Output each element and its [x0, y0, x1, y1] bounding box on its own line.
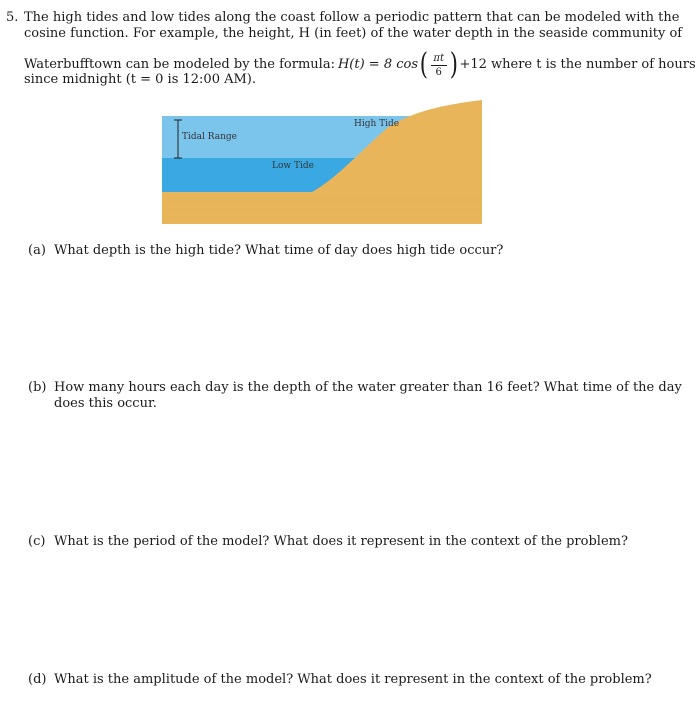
formula-numerator: πt — [433, 52, 445, 64]
low-tide-label: Low Tide — [272, 161, 314, 171]
high-tide-label: High Tide — [354, 119, 400, 129]
formula — [337, 47, 696, 82]
formula-fraction — [431, 53, 447, 78]
problem-number: 5. — [6, 10, 19, 25]
formula-left-paren: ( — [419, 47, 428, 82]
question-c — [28, 534, 628, 550]
question-b — [28, 380, 682, 396]
formula-lhs: H(t) = 8 cos — [337, 57, 418, 72]
question-b-continued: does this occur. — [54, 396, 157, 411]
question-a — [28, 243, 503, 259]
tide-figure — [162, 100, 482, 224]
problem-line-2: cosine function. For example, the height, H (in feet) of the water depth in the seaside community of — [24, 26, 683, 41]
question-b-label: (b) — [28, 380, 47, 395]
question-b-text-1: How many hours each day is the depth of the water greater than 16 feet? What time of the day — [54, 380, 682, 395]
question-d-text: What is the amplitude of the model? What does it represent in the context of the problem? — [54, 672, 652, 687]
fraction-bar — [431, 65, 447, 66]
tidal-range-label: Tidal Range — [182, 132, 237, 142]
formula-intro: Waterbufftown can be modeled by the formula: — [24, 57, 335, 72]
question-a-label: (a) — [28, 243, 46, 258]
formula-right-paren: ) — [449, 47, 458, 82]
question-c-label: (c) — [28, 534, 46, 549]
question-d — [28, 672, 652, 688]
formula-denominator: 6 — [435, 66, 442, 78]
question-d-label: (d) — [28, 672, 47, 687]
problem-line-4: since midnight (t = 0 is 12:00 AM). — [24, 72, 257, 87]
problem-line-1: The high tides and low tides along the coast follow a periodic pattern that can be modeled with the — [24, 10, 680, 25]
formula-rhs: +12 where t is the number of hours — [459, 57, 696, 72]
question-a-text: What depth is the high tide? What time of day does high tide occur? — [54, 243, 504, 258]
question-c-text: What is the period of the model? What does it represent in the context of the problem? — [54, 534, 628, 549]
